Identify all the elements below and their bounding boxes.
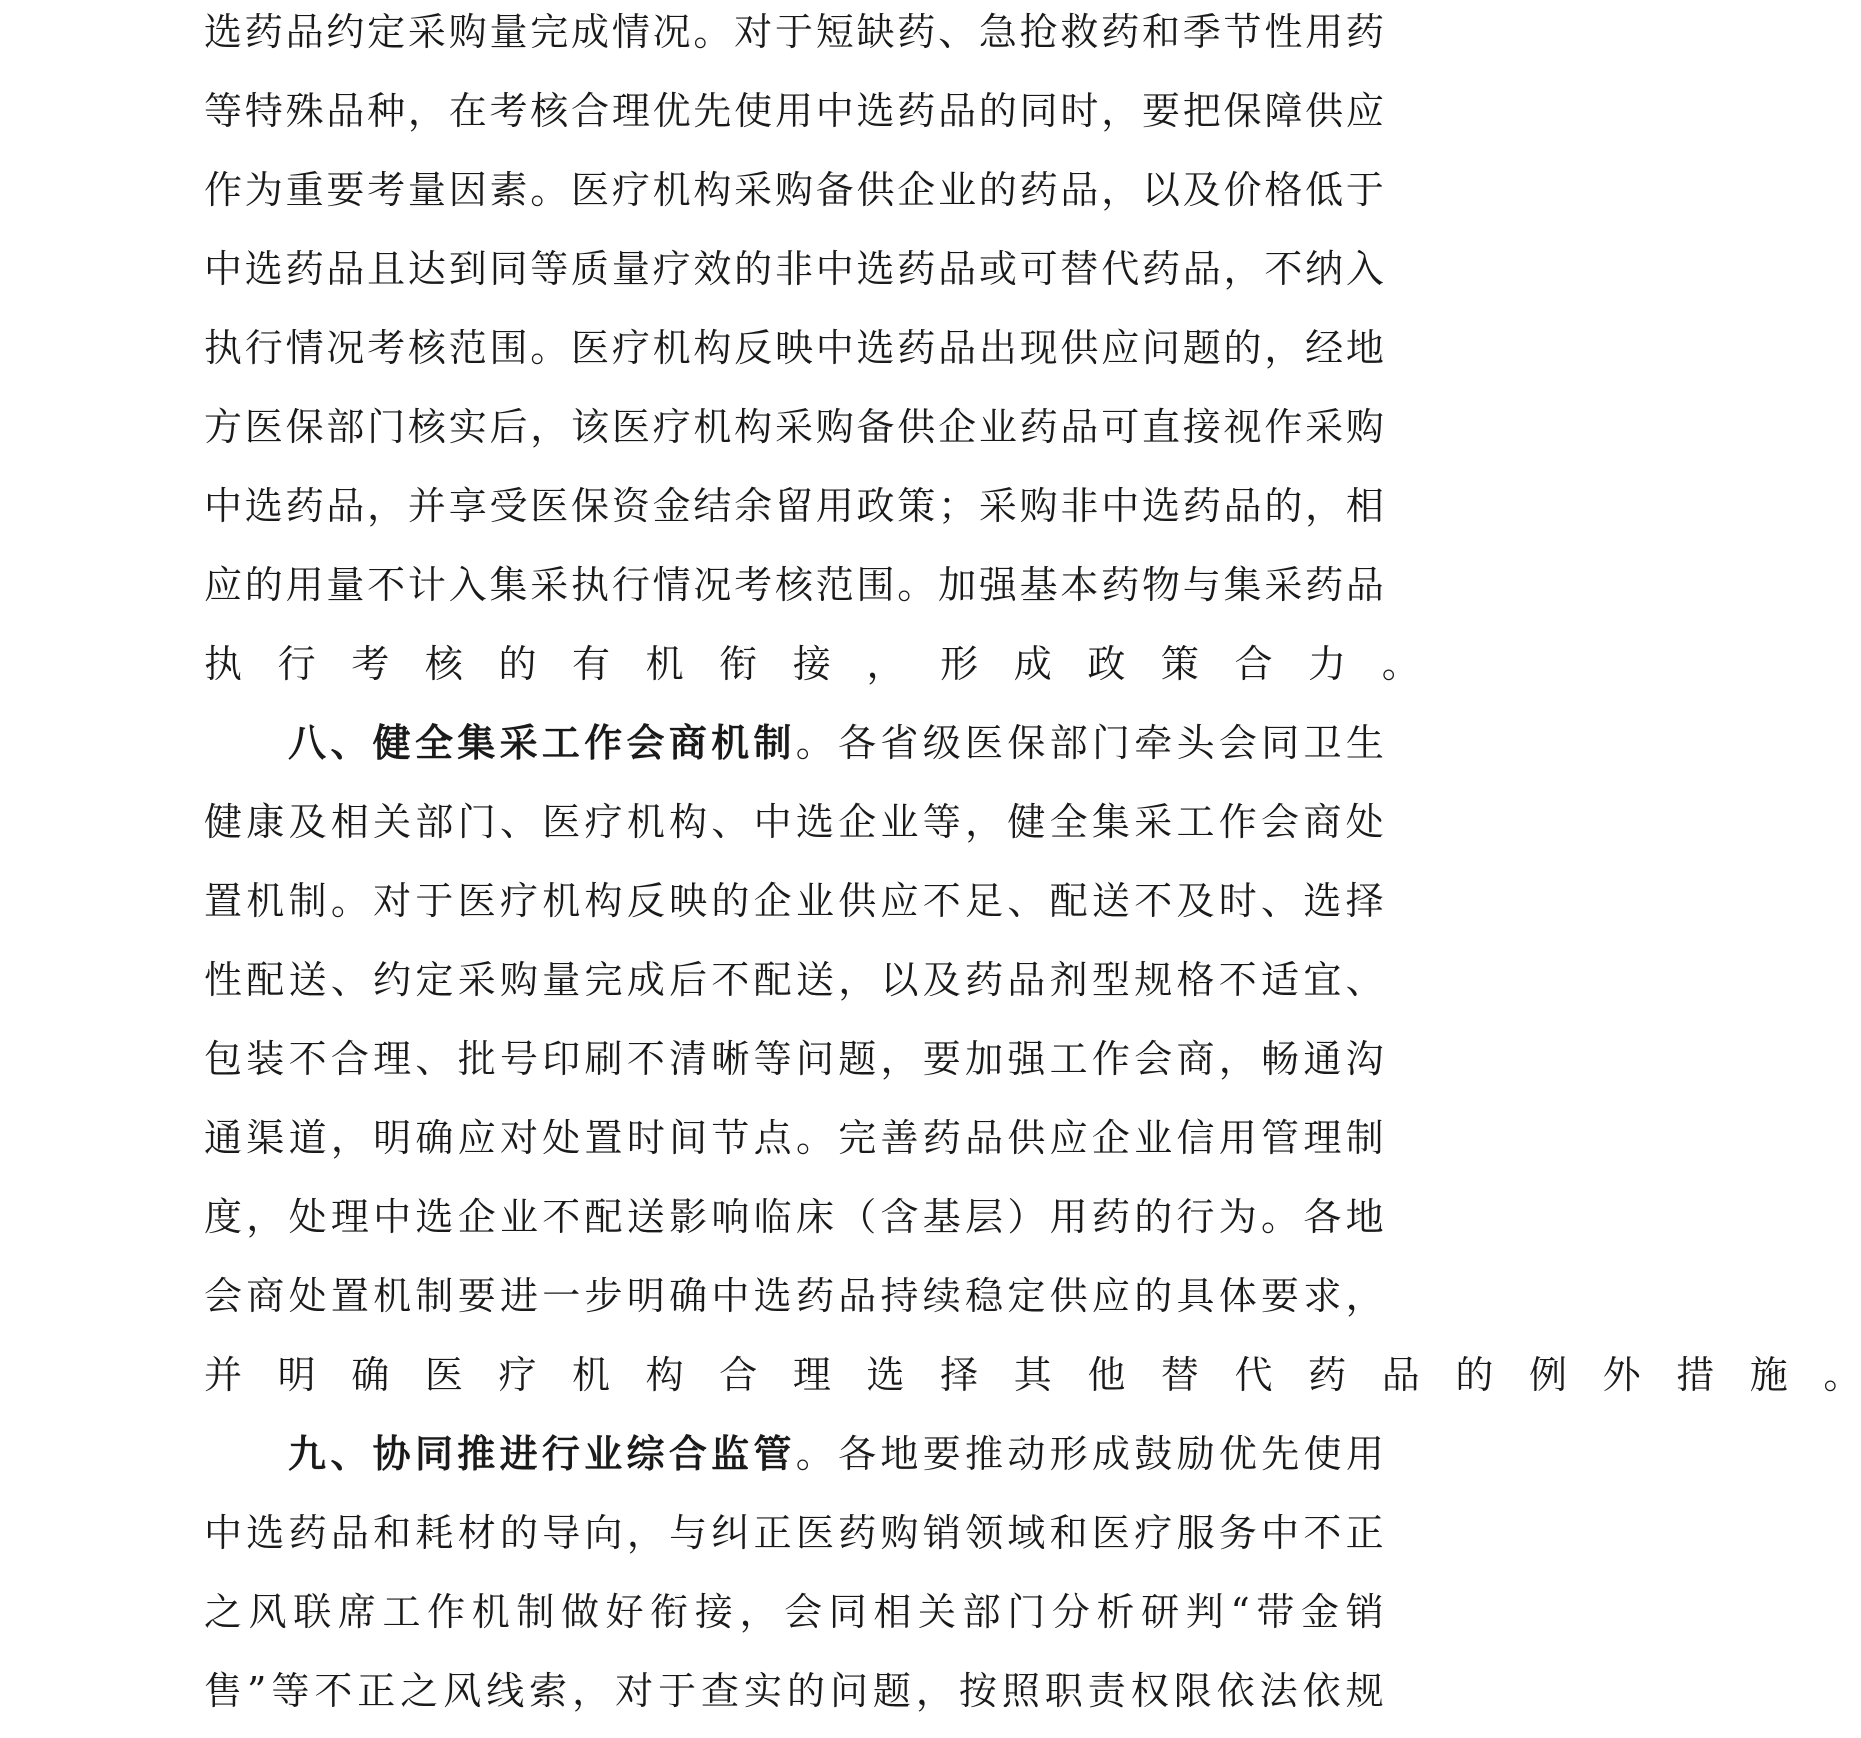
- text-line: 中 选 药 品 且 达 到 同 等 质 量 疗 效 的 非 中 选 药 品 或 可 替 代 药 品 ， 不 纳 入: [204, 247, 1384, 291]
- text-line: 等 特 殊 品 种 ， 在 考 核 合 理 优 先 使 用 中 选 药 品 的 同 时 ， 要 把 保 障 供 应: [204, 89, 1384, 133]
- text-line: 置 机 制 。 对 于 医 疗 机 构 反 映 的 企 业 供 应 不 足 、 配 送 不 及 时 、 选 择: [204, 879, 1384, 923]
- text-line: 执 行 情 况 考 核 范 围 。 医 疗 机 构 反 映 中 选 药 品 出 现 供 应 问 题 的 ， 经 地: [204, 326, 1384, 370]
- text-line: 健 康 及 相 关 部 门 、 医 疗 机 构 、 中 选 企 业 等 ， 健 全 集 采 工 作 会 商 处: [204, 800, 1384, 844]
- section-heading-line: 九 、 协 同 推 进 行 业 综 合 监 管 。 各 地 要 推 动 形 成 鼓 励 优 先 使 用: [288, 1432, 1384, 1476]
- text-line: 作 为 重 要 考 量 因 素 。 医 疗 机 构 采 购 备 供 企 业 的 药 品 ， 以 及 价 格 低 于: [204, 168, 1384, 212]
- text-line: 售 ” 等 不 正 之 风 线 索 ， 对 于 查 实 的 问 题 ， 按 照 职 责 权 限 依 法 依 规: [204, 1669, 1384, 1713]
- text-line: 会 商 处 置 机 制 要 进 一 步 明 确 中 选 药 品 持 续 稳 定 供 应 的 具 体 要 求 ，: [204, 1274, 1384, 1318]
- text-line: 中 选 药 品 ， 并 享 受 医 保 资 金 结 余 留 用 政 策 ； 采 购 非 中 选 药 品 的 ， 相: [204, 484, 1384, 528]
- text-line: 通 渠 道 ， 明 确 应 对 处 置 时 间 节 点 。 完 善 药 品 供 应 企 业 信 用 管 理 制: [204, 1116, 1384, 1160]
- text-line: 应 的 用 量 不 计 入 集 采 执 行 情 况 考 核 范 围 。 加 强 基 本 药 物 与 集 采 药 品: [204, 563, 1384, 607]
- text-line: 并 明 确 医 疗 机 构 合 理 选 择 其 他 替 代 药 品 的 例 外 措 施 。: [204, 1353, 1861, 1397]
- section-heading-line: 八 、 健 全 集 采 工 作 会 商 机 制 。 各 省 级 医 保 部 门 牵 头 会 同 卫 生: [288, 721, 1384, 765]
- text-line: 度 ， 处 理 中 选 企 业 不 配 送 影 响 临 床 （ 含 基 层 ） 用 药 的 行 为 。 各 地: [204, 1195, 1384, 1239]
- document-body: [204, 0, 1861, 1738]
- text-line: 之 风 联 席 工 作 机 制 做 好 衔 接 ， 会 同 相 关 部 门 分 析 研 判 “ 带 金 销: [204, 1590, 1384, 1634]
- text-line: 包 装 不 合 理 、 批 号 印 刷 不 清 晰 等 问 题 ， 要 加 强 工 作 会 商 ， 畅 通 沟: [204, 1037, 1384, 1081]
- text-line: 性 配 送 、 约 定 采 购 量 完 成 后 不 配 送 ， 以 及 药 品 剂 型 规 格 不 适 宜 、: [204, 958, 1384, 1002]
- text-line: 中 选 药 品 和 耗 材 的 导 向 ， 与 纠 正 医 药 购 销 领 域 和 医 疗 服 务 中 不 正: [204, 1511, 1384, 1555]
- text-line: 方 医 保 部 门 核 实 后 ， 该 医 疗 机 构 采 购 备 供 企 业 药 品 可 直 接 视 作 采 购: [204, 405, 1384, 449]
- text-line: 执 行 考 核 的 有 机 衔 接 ， 形 成 政 策 合 力 。: [204, 642, 1420, 686]
- text-line: 选 药 品 约 定 采 购 量 完 成 情 况 。 对 于 短 缺 药 、 急 抢 救 药 和 季 节 性 用 药: [204, 10, 1384, 54]
